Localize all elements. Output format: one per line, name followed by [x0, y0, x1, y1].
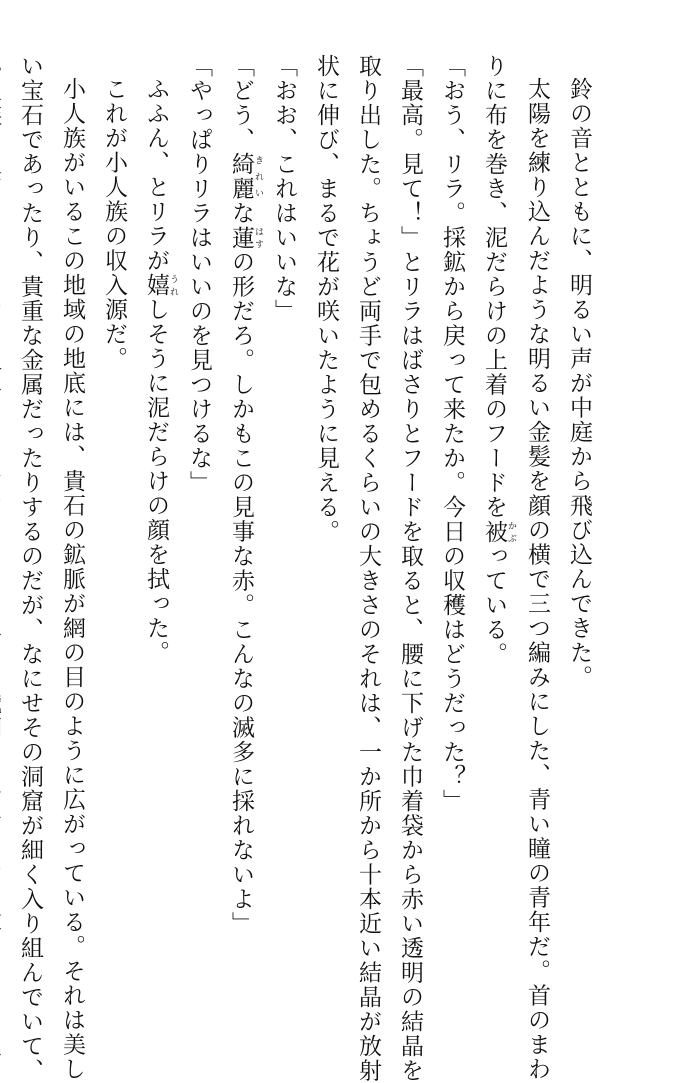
text-line: これが小人族の収入源だ。	[101, 77, 127, 371]
ruby-annotation: 嬉 うれ	[143, 273, 178, 298]
text-line: 「どう、綺麗 きれいな蓮 はすの形だろ。しかもこの見事な赤。こんなの滅多に採れないよ」	[228, 54, 263, 936]
text-line: 「やっぱりリラはいいのを見つけるな」	[186, 54, 212, 495]
text-line: 「最高。見て！」とリラはばさりとフードを取ると、腰に下げた巾着袋から赤い透明の結晶を	[397, 54, 423, 1083]
text-line: ふふん、とリラが嬉 うれしそうに泥だらけの顔を拭った。	[143, 77, 178, 665]
text-line: 小人族がいるこの地域の地底には、貴石の鉱脈が網の目のように広がっている。それは美し	[59, 77, 85, 1082]
ruby-annotation: 綺麗 きれい	[228, 152, 263, 201]
text-line: りに布を巻き、泥だらけの上着のフードを被 かぶっている。	[481, 54, 516, 667]
vertical-text-body	[17, 54, 600, 1083]
ruby-annotation: 被 かぶ	[481, 519, 516, 544]
ruby-annotation: 蓮 はす	[228, 225, 263, 250]
text-line: 状に伸び、まるで花が咲いたように見える。	[313, 54, 339, 544]
text-line: 「おう、リラ。採鉱から戻って来たか。今日の収穫はどうだった？」	[439, 54, 465, 814]
text-line: 鈴の音とともに、明るい声が中庭から飛び込んできた。	[566, 77, 592, 690]
text-line: 取り出した。ちょうど両手で包めるくらいの大きさのそれは、一か所から十本近い結晶が放射	[355, 54, 381, 1083]
text-line: 「おお、これはいいな」	[271, 54, 297, 324]
text-line	[0, 54, 9, 959]
text-line: い宝石であったり、貴重な金属だったりするのだが、なにせその洞窟が細く入り組んでいて、	[17, 54, 43, 1083]
text-line: 太陽を練り込んだような明るい金髪を顔の横で三つ編みにした、青い瞳の青年だ。首のまわ	[524, 77, 550, 1082]
